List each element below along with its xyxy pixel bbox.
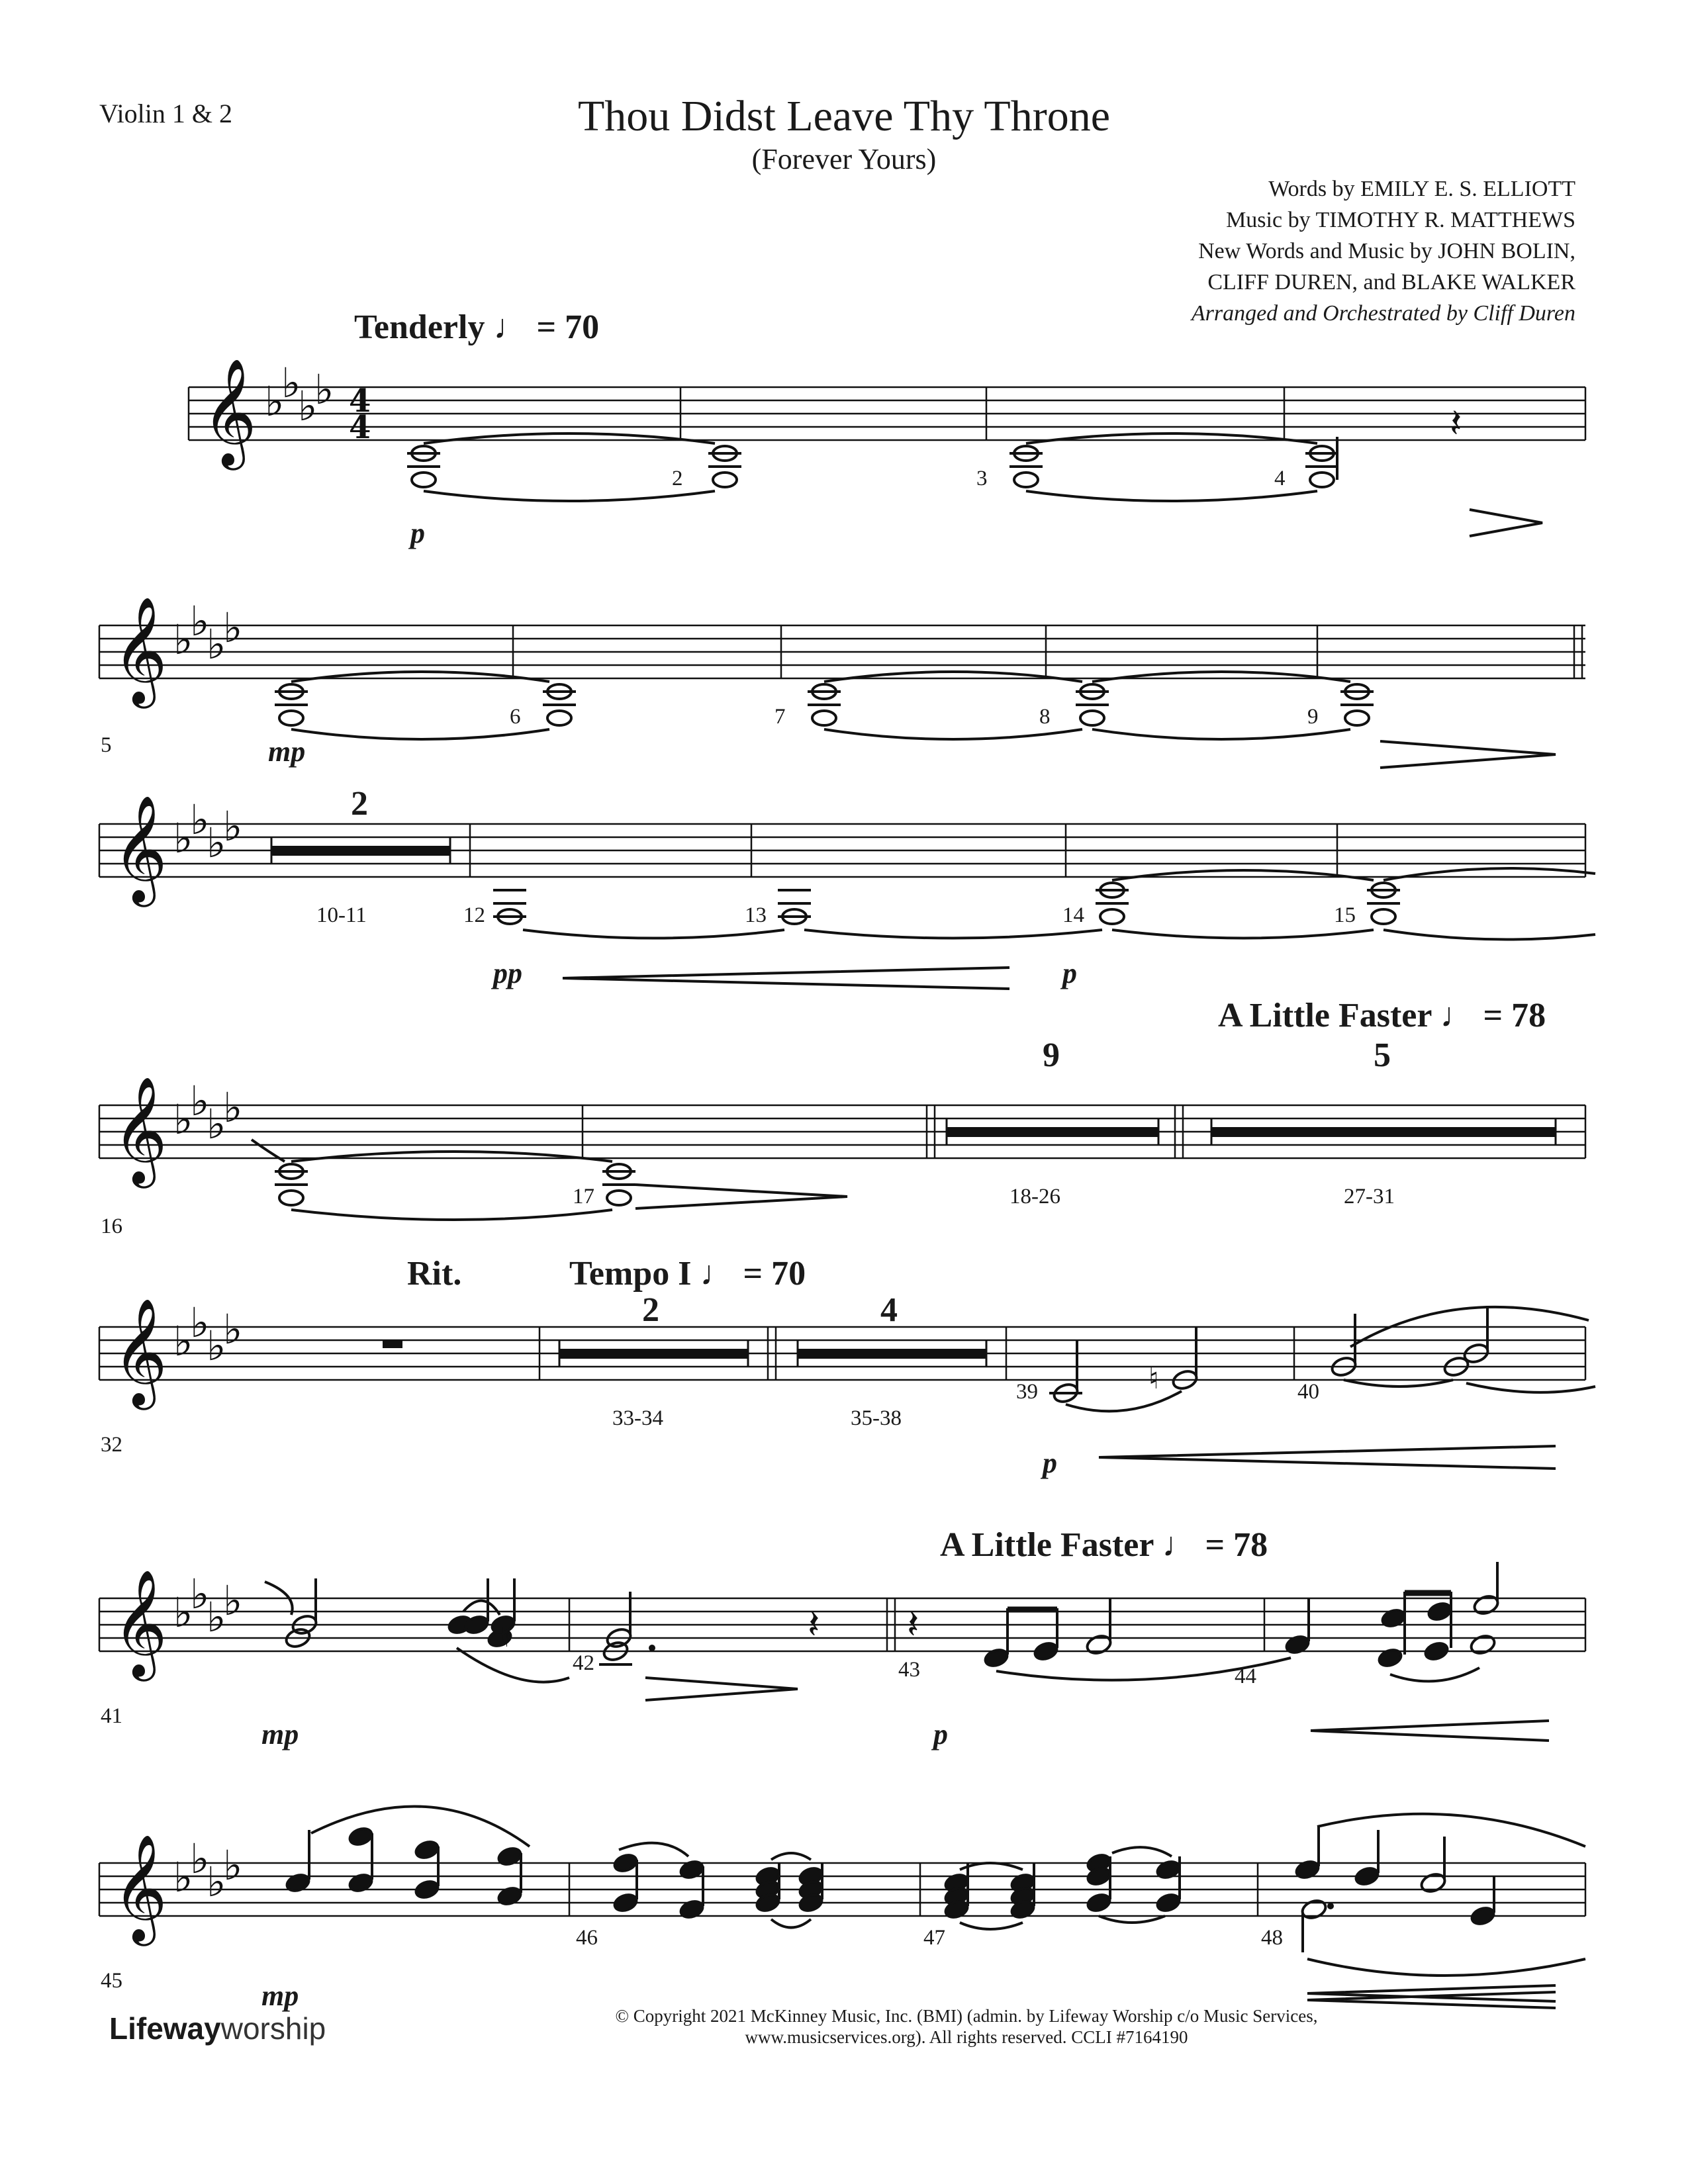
measure-number: 32 [101, 1433, 122, 1457]
dynamic-mark: p [933, 1718, 948, 1751]
svg-text:♭: ♭ [314, 365, 334, 414]
multirest-range: 27-31 [1344, 1185, 1395, 1208]
multirest-count: 2 [351, 785, 368, 823]
multirest-bar [271, 846, 450, 856]
svg-text:♭: ♭ [173, 1317, 193, 1365]
natural-sign-icon: ♮ [1149, 1362, 1159, 1396]
whole-notes [252, 1140, 847, 1220]
whole-notes [407, 433, 1542, 536]
piece-title: Thou Didst Leave Thy Throne [577, 92, 1111, 140]
svg-text:♭: ♭ [223, 1576, 243, 1625]
multirest-count: 5 [1374, 1036, 1391, 1074]
svg-text:♭: ♭ [173, 1853, 193, 1901]
measure-number: 2 [672, 467, 683, 490]
credit-new-words: New Words and Music by JOHN BOLIN, [1198, 239, 1575, 263]
multirest-range: 33-34 [612, 1406, 663, 1430]
svg-text:♭: ♭ [298, 382, 318, 430]
measure-number: 12 [463, 903, 485, 927]
svg-text:♭: ♭ [207, 819, 226, 867]
svg-text:♭: ♭ [223, 604, 243, 652]
treble-clef-icon: 𝄞 [113, 795, 167, 903]
svg-text:♭: ♭ [223, 802, 243, 850]
tempo-marking-faster-2: A Little Faster ♩ = 78 [940, 1526, 1268, 1564]
treble-clef-icon: 𝄞 [202, 358, 257, 466]
svg-text:4: 4 [349, 383, 371, 420]
whole-notes [275, 672, 1556, 768]
copyright-line-1: © Copyright 2021 McKinney Music, Inc. (BMI) (admin. by Lifeway Worship c/o Music Services, [615, 2006, 1318, 2026]
measure-number: 41 [101, 1704, 122, 1728]
dynamic-mark: mp [261, 1979, 299, 2012]
dynamic-mark: mp [261, 1718, 299, 1751]
half-notes [1049, 1307, 1595, 1469]
credit-music: Music by TIMOTHY R. MATTHEWS [1226, 208, 1575, 232]
publisher-logo [109, 2011, 326, 2046]
dynamic-mark: pp [493, 957, 522, 989]
multirest-bar [1211, 1127, 1556, 1137]
tempo-marking-tenderly: Tenderly ♩ = 70 [354, 308, 600, 346]
quarter-rest-icon: 𝄽 [808, 1602, 820, 1648]
svg-text:♭: ♭ [190, 597, 210, 645]
treble-clef-icon: 𝄞 [113, 1834, 167, 1942]
svg-text:♭: ♭ [173, 615, 193, 664]
multirest-range: 18-26 [1009, 1185, 1060, 1208]
measure-number: 39 [1016, 1380, 1038, 1404]
svg-text:♭: ♭ [190, 1835, 210, 1883]
time-signature [349, 383, 371, 446]
key-signature-icon [265, 359, 334, 430]
dynamic-mark: p [410, 517, 425, 549]
svg-text:♭: ♭ [223, 1305, 243, 1353]
svg-text:♭: ♭ [223, 1083, 243, 1132]
tempo-marking-tempo-i: Tempo I ♩ = 70 [569, 1255, 806, 1293]
measure-number: 3 [976, 467, 988, 490]
whole-rest-icon [383, 1340, 402, 1348]
key-signature-icon [173, 1570, 242, 1641]
tempo-marking-faster: A Little Faster ♩ = 78 [1218, 997, 1546, 1034]
treble-clef-icon: 𝄞 [113, 1076, 167, 1184]
whole-notes [493, 868, 1595, 989]
measure-number: 45 [101, 1969, 122, 1993]
tempo-marking-rit: Rit. [407, 1255, 462, 1293]
chords-staff-7 [285, 1807, 1585, 2009]
logo-word: worship [220, 2011, 326, 2046]
treble-clef-icon: 𝄞 [113, 596, 167, 704]
multirest-bar [947, 1127, 1158, 1137]
measure-number: 5 [101, 733, 112, 757]
measure-number: 9 [1307, 705, 1319, 729]
measure-number: 46 [576, 1926, 598, 1950]
copyright-line-2: www.musicservices.org). All rights reserved. CCLI #7164190 [745, 2027, 1188, 2047]
credit-new-words-cont: CLIFF DUREN, and BLAKE WALKER [1207, 270, 1575, 295]
piece-subtitle: (Forever Yours) [751, 143, 937, 175]
quarter-rest-icon: 𝄽 [907, 1602, 919, 1648]
dynamic-mark: p [1043, 1447, 1057, 1479]
dynamic-mark: p [1062, 957, 1077, 989]
multirest-bar [559, 1349, 748, 1359]
key-signature-icon [173, 796, 242, 867]
svg-text:♭: ♭ [207, 1593, 226, 1641]
notes-staff-6 [265, 1578, 798, 1700]
natural-sign-icon: ♮ [500, 1623, 510, 1653]
multirest-count: 2 [642, 1291, 659, 1329]
measure-number: 8 [1039, 705, 1051, 729]
svg-text:4: 4 [349, 409, 371, 446]
key-signature-icon [173, 1835, 242, 1906]
svg-text:♭: ♭ [265, 377, 285, 426]
staff-6 [99, 1598, 1585, 1651]
key-signature-icon [173, 1077, 242, 1148]
staff-2 [99, 625, 1585, 678]
multirest-bar [798, 1349, 986, 1359]
measure-number: 4 [1274, 467, 1286, 490]
svg-text:♭: ♭ [190, 1570, 210, 1618]
multirest-count: 9 [1043, 1036, 1060, 1074]
svg-text:♭: ♭ [173, 1588, 193, 1637]
svg-text:♭: ♭ [173, 814, 193, 862]
credit-arranger: Arranged and Orchestrated by Cliff Duren [1191, 301, 1575, 326]
svg-text:♭: ♭ [190, 1077, 210, 1125]
logo-brand: Lifeway [109, 2011, 221, 2046]
svg-text:♭: ♭ [223, 1841, 243, 1889]
multirest-count: 4 [880, 1291, 898, 1329]
part-name: Violin 1 & 2 [99, 99, 232, 128]
measure-number: 15 [1334, 903, 1356, 927]
measure-number: 6 [510, 705, 521, 729]
measure-number: 40 [1297, 1380, 1319, 1404]
measure-number: 14 [1062, 903, 1084, 927]
measure-number: 17 [573, 1185, 594, 1208]
measure-number: 44 [1235, 1664, 1256, 1688]
key-signature-icon [173, 597, 242, 668]
treble-clef-icon: 𝄞 [113, 1298, 167, 1406]
svg-text:♭: ♭ [281, 359, 301, 407]
treble-clef-icon: 𝄞 [113, 1569, 167, 1677]
credit-words: Words by EMILY E. S. ELLIOTT [1268, 177, 1575, 201]
measure-number: 43 [898, 1658, 920, 1682]
multirest-range: 10-11 [316, 903, 367, 927]
measure-number: 16 [101, 1214, 122, 1238]
multirest-range: 35-38 [851, 1406, 902, 1430]
key-signature-icon [173, 1298, 242, 1370]
measure-number: 7 [774, 705, 786, 729]
svg-text:♭: ♭ [190, 796, 210, 844]
svg-text:♭: ♭ [207, 1858, 226, 1906]
copyright-notice [371, 2005, 1562, 2048]
measure-number: 47 [923, 1926, 945, 1950]
svg-text:♭: ♭ [207, 620, 226, 668]
quarter-rest-icon: 𝄽 [1450, 400, 1462, 447]
svg-text:♭: ♭ [207, 1322, 226, 1370]
measure-number: 42 [573, 1651, 594, 1675]
svg-text:♭: ♭ [173, 1095, 193, 1144]
staff-1 [189, 387, 1585, 440]
measure-number: 48 [1261, 1926, 1283, 1950]
svg-text:♭: ♭ [207, 1100, 226, 1148]
dynamic-mark: mp [268, 735, 306, 768]
svg-text:♭: ♭ [190, 1298, 210, 1347]
measure-number: 13 [745, 903, 767, 927]
